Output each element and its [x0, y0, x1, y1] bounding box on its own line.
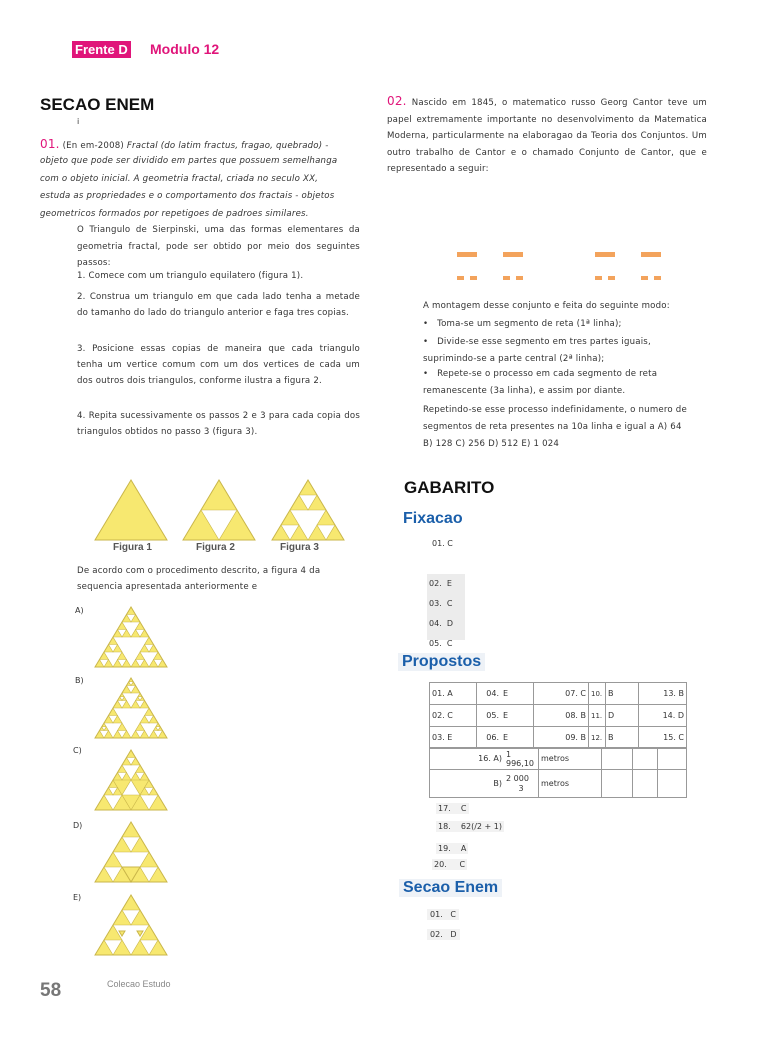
q02-montagem: A montagem desse conjunto e feita do seguinte modo:	[423, 301, 670, 311]
table-row: 16. A) 1 996,10 metros	[430, 748, 687, 770]
modulo-label: Modulo 12	[150, 41, 220, 57]
q01-step-2: 2. Construa um triangulo em que cada lado tenha a metade do tamanho do lado do triangulo anterior e faga tres copias.	[77, 292, 360, 318]
table-row: B) 2 000 3 metros	[430, 770, 687, 798]
q02-bullet-1: • Toma-se um segmento de reta (1ª linha);	[423, 319, 622, 329]
cantor-set	[455, 250, 670, 284]
propostos-table	[429, 682, 687, 749]
fixacao-item: 02. E	[429, 579, 452, 588]
q02-bullet-3: • Repete-se o processo em cada segmento de reta remanescente (3a linha), e assim por diante.	[423, 369, 658, 396]
table-row: 03. E 06. E 09. B 12. B 15. C	[430, 727, 687, 749]
q01-italic-line: com o objeto inicial. A geometria fractal, criada no seculo XX,	[40, 173, 319, 184]
figure-3-label: Figura 3	[280, 542, 319, 553]
propostos-title: Propostos	[398, 653, 485, 671]
q01-italic-block	[40, 153, 370, 223]
propostos-extra-item: 20. C	[434, 860, 466, 869]
option-e-figure	[93, 893, 169, 957]
q01-step-3: 3. Posicione essas copias de maneira que cada triangulo tenha um vertice comum com um dos vertices de cada um dos outros dois triangulos, conforme ilustra a figura 2.	[77, 344, 360, 386]
option-c-label: C)	[73, 746, 82, 755]
option-b-figure	[93, 676, 169, 740]
q01-italic-line: objeto que pode ser dividido em partes que possuem semelhanga	[40, 156, 338, 166]
propostos-extra-item: 17. C	[438, 804, 467, 813]
table-row: 02. C 05. E 08. B 11. D 14. D	[430, 705, 687, 727]
q02-body: Nascido em 1845, o matematico russo Georg Cantor teve um papel extremamente importante no desenvolvimento da Matematica Moderna, particularmente na elaboragao da Teoria dos Conjuntos. Um outro trabalho de Cantor e o chamado Conjunto de Cantor, que e representado a seguir:	[387, 98, 707, 174]
q01-step-4: 4. Repita sucessivamente os passos 2 e 3 para cada copia dos triangulos obtidos no passo 3 (figura 3).	[77, 411, 360, 437]
figure-2-label: Figura 2	[196, 542, 235, 553]
fraction-numerator: 2 000	[506, 773, 529, 783]
q02-number: 02.	[387, 94, 407, 108]
gabarito-title: GABARITO	[404, 478, 495, 497]
q01-source: (En em-2008)	[62, 141, 124, 151]
q01-prompt: De acordo com o procedimento descrito, a figura 4 da sequencia apresentada anteriormente e	[77, 566, 321, 592]
fixacao-item: 01. C	[432, 539, 453, 548]
q01-intro-italic: Fractal (do latim fractus, fragao, quebrado) -	[126, 141, 329, 151]
page-number: 58	[40, 980, 62, 1001]
fixacao-title: Fixacao	[403, 510, 463, 527]
q01-step-1: 1. Comece com um triangulo equilatero (figura 1).	[77, 271, 304, 281]
q01-paragraph: O Triangulo de Sierpinski, uma das formas elementares da geometria fractal, pode ser obtido por meio dos seguintes passos:	[77, 225, 360, 268]
secao-enem-item: 02. D	[427, 929, 460, 940]
option-a-figure	[93, 605, 169, 669]
section-title: SECAO ENEM	[40, 95, 155, 114]
option-d-label: D)	[73, 821, 83, 830]
q02-closing: Repetindo-se esse processo indefinidamente, o numero de segmentos de reta presentes na 10a linha e igual a A) 64 B) 128 C) 256 D) 512 E) 1 024	[423, 405, 687, 449]
fraction-denominator: 3	[518, 783, 524, 793]
q01-italic-line: geometricos formados por repetigoes de padroes similares.	[40, 208, 309, 219]
frente-badge: Frente D	[72, 41, 131, 58]
propostos-extra-item: 19. A	[438, 844, 467, 853]
q01-intro	[40, 136, 360, 154]
q02-text	[387, 93, 707, 178]
option-c-figure	[93, 748, 169, 812]
q02-bullet-2: • Divide-se esse segmento em tres partes iguais, suprimindo-se a parte central (2ª linha);	[423, 337, 651, 364]
propostos-extra-item: 18. 62(/2 + 1)	[438, 822, 502, 831]
option-e-label: E)	[73, 893, 82, 902]
option-a-label: A)	[75, 606, 84, 615]
section-marker: i	[77, 117, 80, 126]
q01-italic-line: estuda as propriedades e o comportamento dos fractais - objetos	[40, 191, 335, 201]
option-d-figure	[93, 820, 169, 884]
fixacao-item: 05. C	[429, 639, 453, 648]
collection-name: Colecao Estudo	[107, 979, 171, 989]
fixacao-item: 03. C	[429, 599, 453, 608]
secao-enem-item: 01. C	[427, 909, 459, 920]
propostos-16-table	[429, 747, 687, 798]
fixacao-item: 04. D	[429, 619, 453, 628]
q01-number: 01.	[40, 137, 60, 151]
figure-1-label: Figura 1	[113, 542, 152, 553]
table-row: 01. A 04. E 07. C 10. B 13. B	[430, 683, 687, 705]
secao-enem-title: Secao Enem	[399, 879, 502, 897]
option-b-label: B)	[75, 676, 84, 685]
